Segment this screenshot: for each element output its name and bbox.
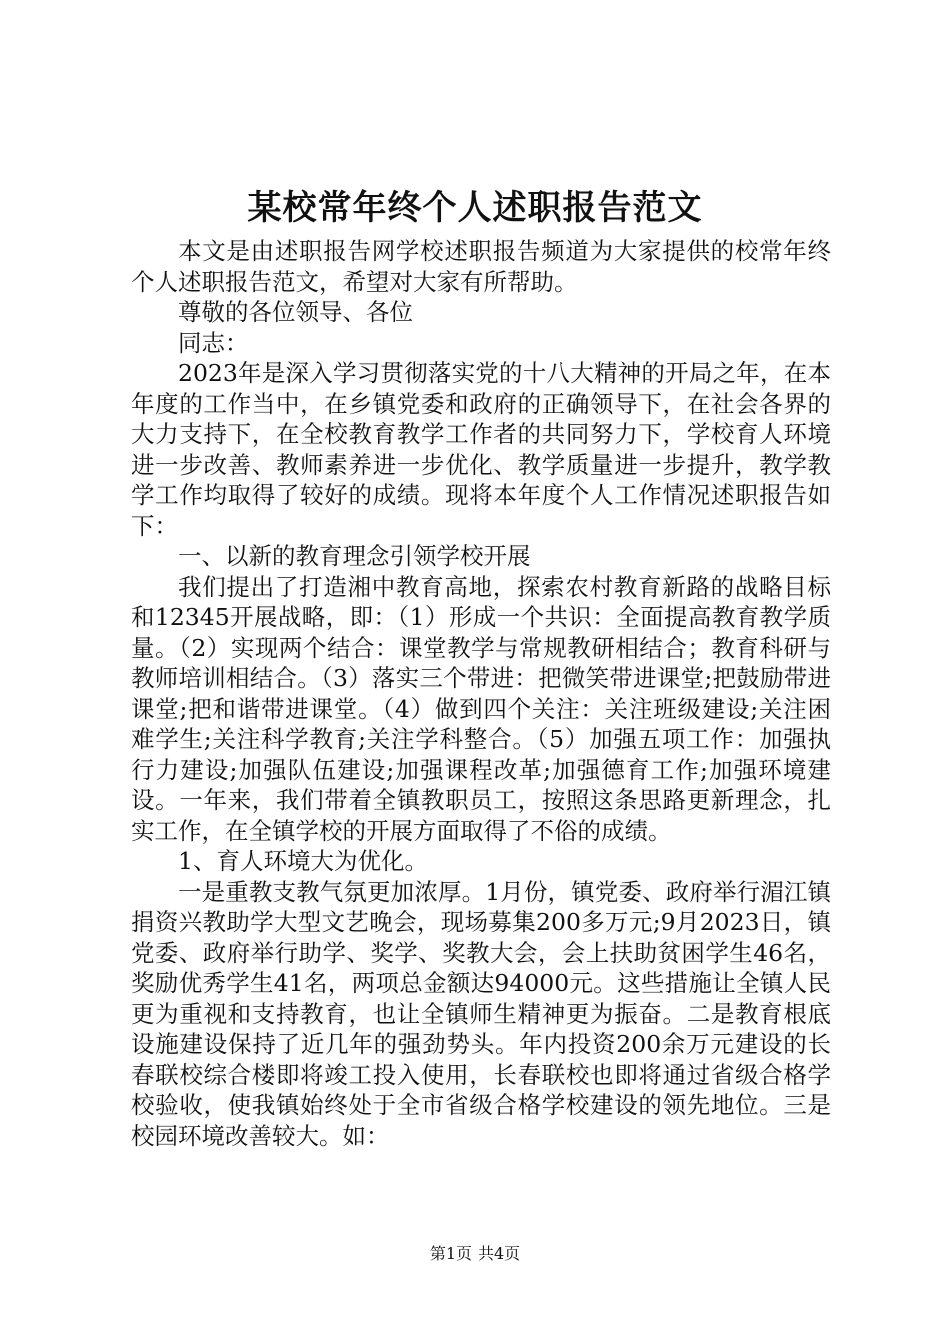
page-total: 共4页	[478, 1244, 521, 1263]
intro-paragraph: 本文是由述职报告网学校述职报告频道为大家提供的校常年终个人述职报告范文，希望对大家有所帮助。	[131, 237, 831, 296]
page-footer	[0, 1242, 950, 1266]
body-paragraph: 一是重教支教气氛更加浓厚。1月份，镇党委、政府举行湄江镇捐资兴教助学大型文艺晚会，现场募集200多万元;9月2023日，镇党委、政府举行助学、奖学、奖教大会，会上扶助贫困学生46名，奖励优秀学生41名，两项总金额达94000元。这些措施让全镇人民更为重视和支持教育，也让全镇师生精神更为振奋。二是教育根底设施建设保持了近几年的强劲势头。年内投资200余万元建设的长春联校综合楼即将竣工投入使用，长春联校也即将通过省级合格学校验收，使我镇始终处于全市省级合格学校建设的领先地位。三是校园环境改善较大。如：	[131, 877, 831, 1150]
body-paragraph: 我们提出了打造湘中教育高地，探索农村教育新路的战略目标和12345开展战略，即：（1）形成一个共识：全面提高教育教学质量。（2）实现两个结合：课堂教学与常规教研相结合；教育科研与教师培训相结合。（3）落实三个带进：把微笑带进课堂;把鼓励带进课堂;把和谐带进课堂。（4）做到四个关注：关注班级建设;关注困难学生;关注科学教育;关注学科整合。（5）加强五项工作：加强执行力建设;加强队伍建设;加强课程改革;加强德育工作;加强环境建设。一年来，我们带着全镇教职员工，按照这条思路更新理念，扎实工作，在全镇学校的开展方面取得了不俗的成绩。	[131, 572, 831, 845]
page-number: 第1页	[429, 1244, 472, 1263]
document-body	[131, 236, 831, 1151]
subsection-heading: 1、育人环境大为优化。	[178, 847, 428, 875]
section-heading: 一、以新的教育理念引领学校开展	[178, 542, 531, 570]
document-title: 某校常年终个人述职报告范文	[247, 188, 703, 228]
salutation-line-1: 尊敬的各位领导、各位	[178, 298, 413, 326]
body-paragraph: 2023年是深入学习贯彻落实党的十八大精神的开局之年，在本年度的工作当中，在乡镇党委和政府的正确领导下，在社会各界的大力支持下，在全校教育教学工作者的共同努力下，学校育人环境进一步改善、教师素养进一步优化、教学质量进一步提升，教学教学工作均取得了较好的成绩。现将本年度个人工作情况述职报告如下：	[131, 359, 831, 540]
salutation-line-2: 同志：	[178, 328, 249, 357]
